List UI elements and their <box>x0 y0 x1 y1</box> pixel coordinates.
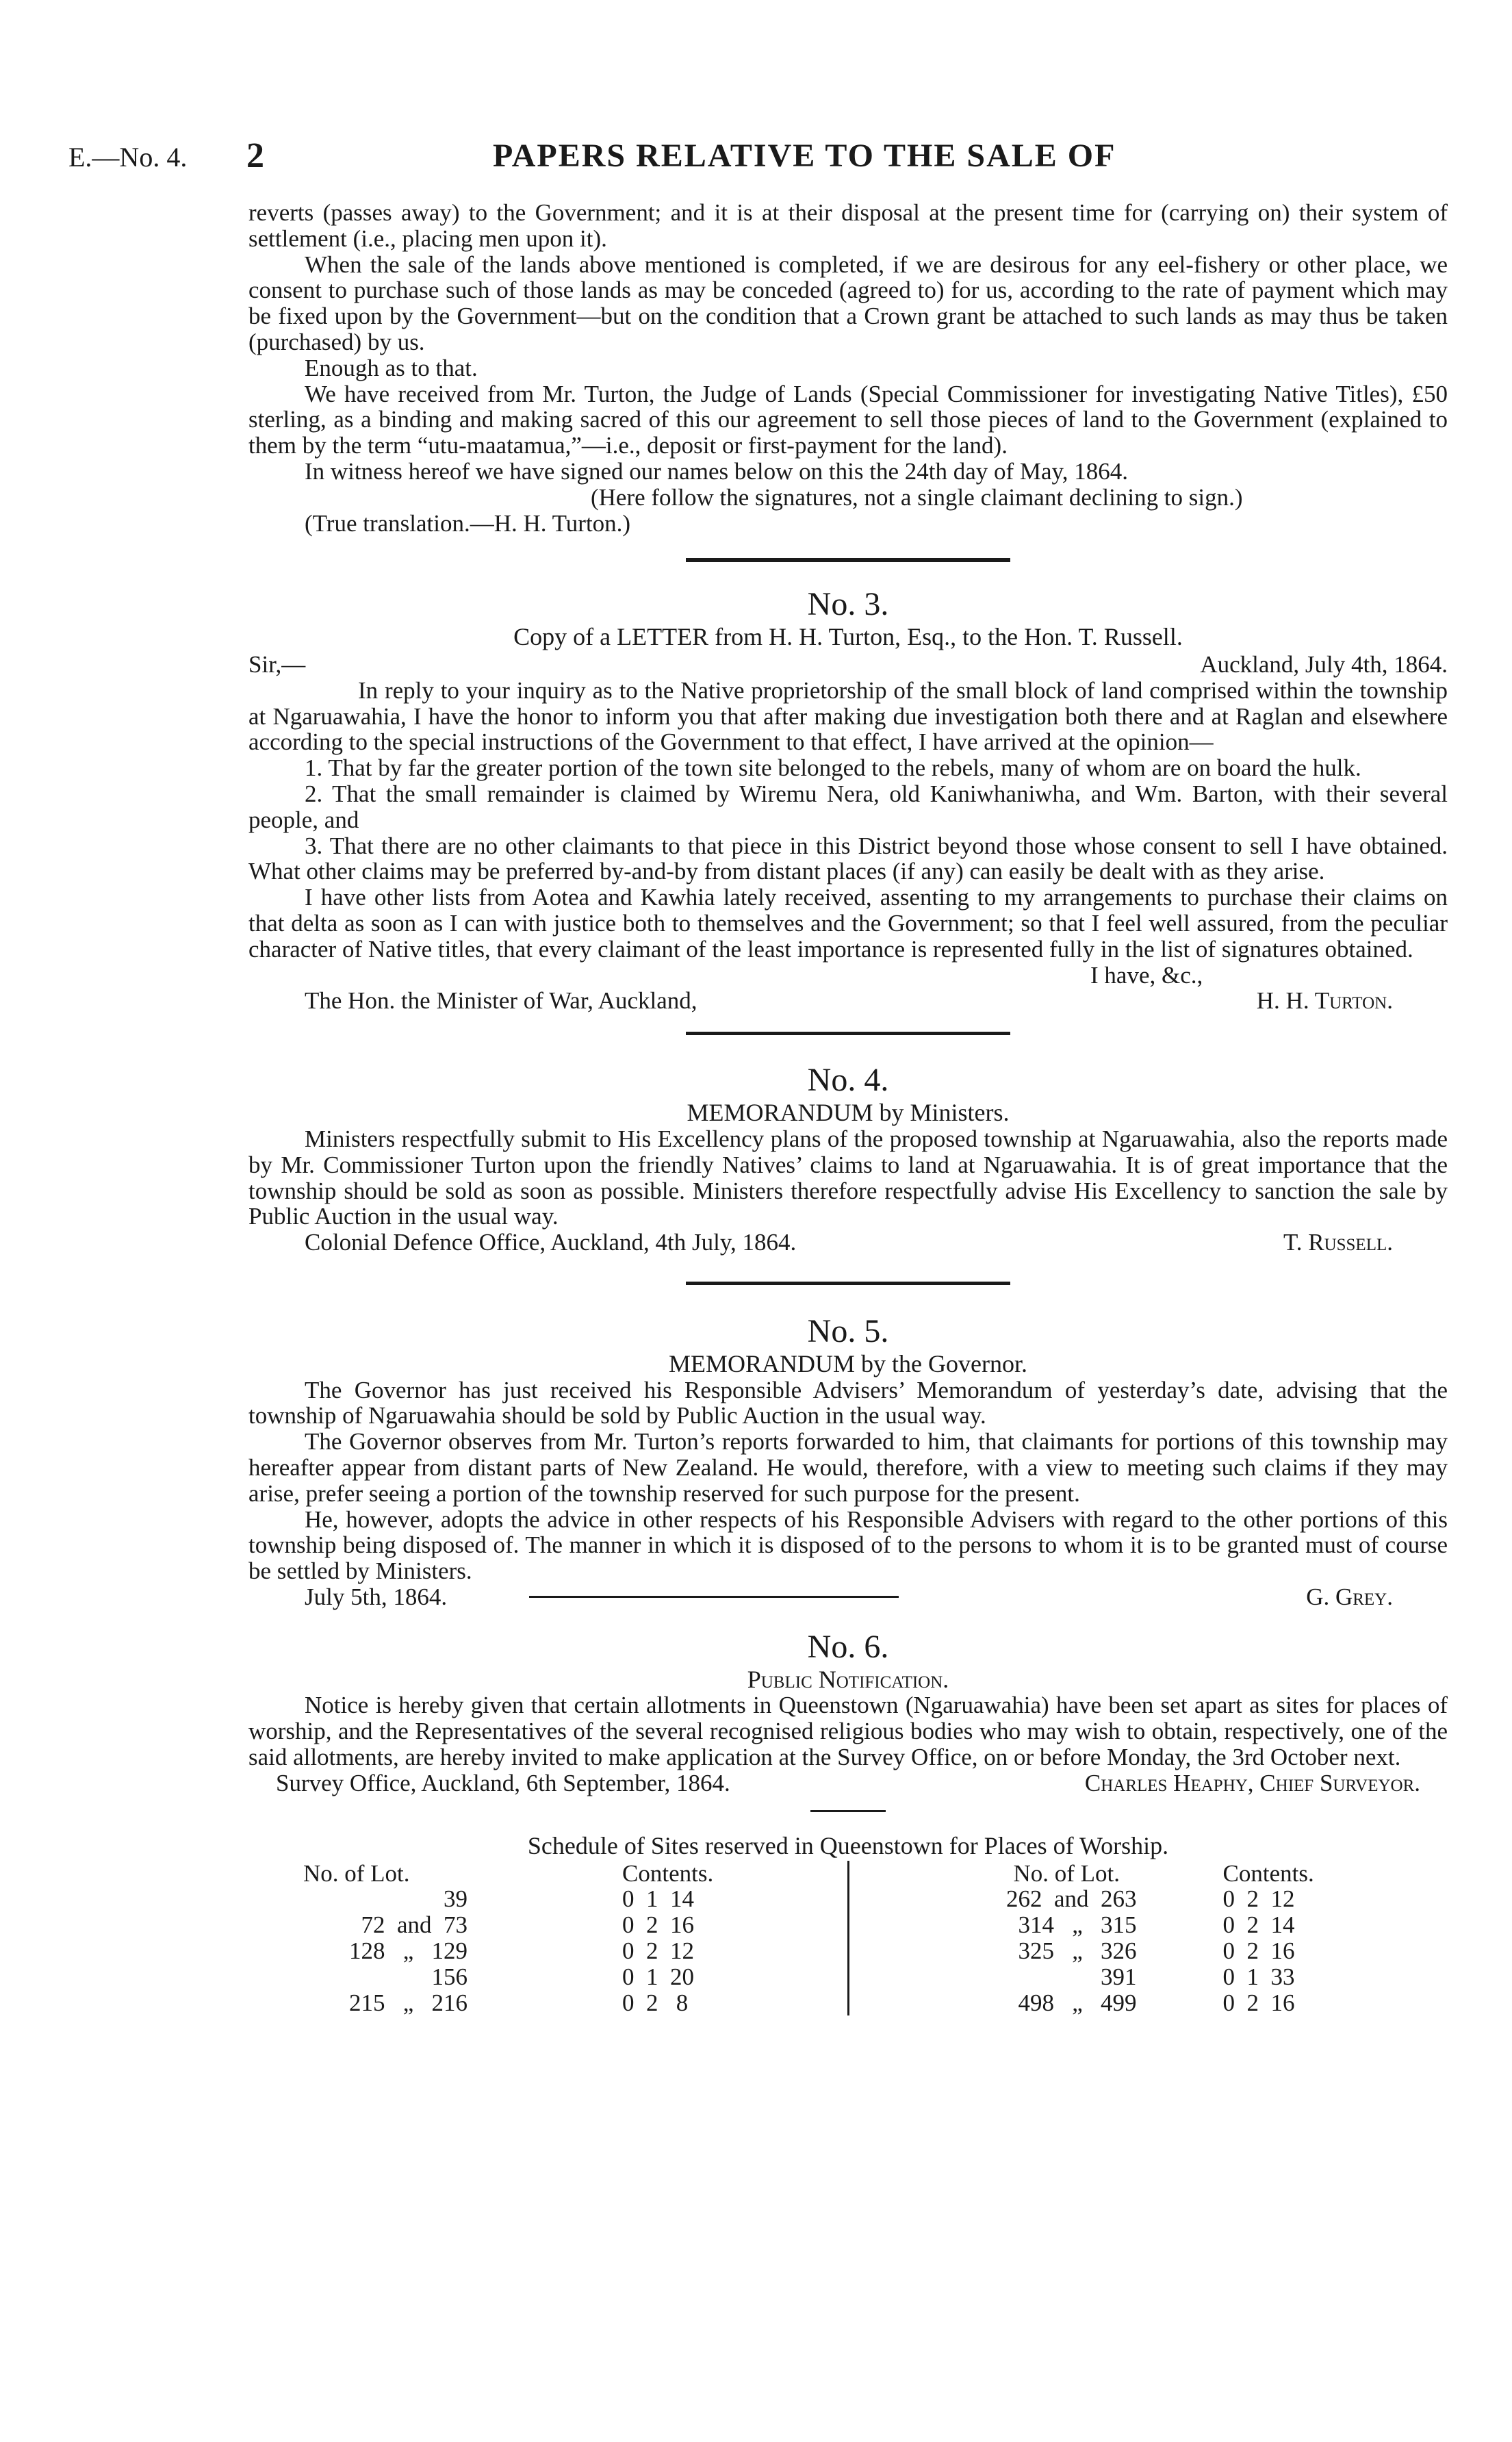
signatures-note: (Here follow the signatures, not a single claimant declining to sign.) <box>591 483 1243 511</box>
section-divider <box>529 1596 899 1598</box>
paragraph: The Governor has just received his Responsible Advisers’ Memorandum of yesterday’s date, advising that the township of Ngaruawahia should be sold by Public Auction in the usual way. <box>248 1376 1448 1429</box>
lot-number: 72 and 73 <box>361 1911 467 1939</box>
document-no-6 <box>248 1629 1448 1796</box>
lot-contents: 0 2 8 <box>622 1989 689 2016</box>
table-row <box>248 1990 847 2016</box>
section-subtitle: MEMORANDUM by Ministers. <box>687 1099 1010 1127</box>
place-date: Survey Office, Auckland, 6th September, 1864. <box>276 1769 730 1796</box>
document-no-3 <box>248 587 1448 1014</box>
section-subtitle: Copy of a LETTER from H. H. Turton, Esq., to the Hon. T. Russell. <box>513 623 1183 651</box>
page-body <box>248 200 1448 2015</box>
signature-line <box>248 1584 1448 1610</box>
paragraph: I have other lists from Aotea and Kawhia lately received, assenting to my arrangements to purchase their claims on that delta as soon as I can with justice both to themselves and the Government; so that I feel well assured, from the peculiar character of Native titles, that every claimant of the least importance is represented fully in the list of signatures obtained. <box>248 884 1448 963</box>
table-row <box>248 1938 847 1964</box>
lot-column-header: No. of Lot. <box>1013 1859 1120 1887</box>
letter-date: Auckland, July 4th, 1864. <box>1200 651 1448 678</box>
lot-number: 325 „ 326 <box>1018 1937 1137 1964</box>
closing: I have, &c., <box>1090 961 1203 989</box>
lot-contents: 0 2 12 <box>1222 1885 1295 1913</box>
section-subtitle: Public Notification. <box>747 1665 949 1693</box>
contents-column-header: Contents. <box>622 1859 714 1887</box>
memo-date: July 5th, 1864. <box>305 1583 448 1610</box>
lot-number: 314 „ 315 <box>1018 1911 1137 1939</box>
signature-line <box>248 1770 1448 1796</box>
lot-number: 391 <box>1101 1963 1137 1990</box>
lot-contents: 0 1 14 <box>622 1885 694 1913</box>
place-date: Colonial Defence Office, Auckland, 4th July, 1864. <box>305 1229 797 1256</box>
paragraph: Ministers respectfully submit to His Excellency plans of the proposed township at Ngaruawahia, also the reports made by Mr. Commissioner Turton upon the friendly Natives’ claims to land at Ngaruawahia. It is of great importance that the township should be sold as soon as possible. Ministers therefore respectfully advise His Excellency to sanction the sale by Public Auction in the usual way. <box>248 1125 1448 1230</box>
paragraph: He, however, adopts the advice in other respects of his Responsible Advisers with regard to the other portions of this township being disposed of. The manner in which it is disposed of to the persons to whom it is to be granted must of course be settled by Ministers. <box>248 1505 1448 1585</box>
document-no-4 <box>248 1063 1448 1256</box>
signature-line <box>248 988 1448 1014</box>
section-heading: No. 3. <box>807 586 889 623</box>
lot-number: 262 and 263 <box>1005 1885 1137 1913</box>
paragraph: When the sale of the lands above mentioned is completed, if we are desirous for any eel-fishery or other place, we consent to purchase such of those lands as may be conceded (agreed to) for us, according to the rate of payment which may be fixed upon by the Government—but on the condition that a Crown grant be attached to such lands as may thus be taken (purchased) by us. <box>248 251 1448 355</box>
table-row <box>248 1886 847 1912</box>
section-divider <box>686 1032 1010 1035</box>
schedule-header-row <box>248 1861 847 1887</box>
lot-contents: 0 2 16 <box>1222 1989 1295 2016</box>
document-reference: E.—No. 4. <box>68 142 188 173</box>
signature: G. Grey. <box>1306 1583 1393 1610</box>
paragraph: reverts (passes away) to the Government; and it is at their disposal at the present time for (carrying on) their system of settlement (i.e., placing men upon it). <box>248 199 1448 252</box>
lot-contents: 0 2 14 <box>1222 1911 1295 1939</box>
signature: Charles Heaphy, Chief Surveyor. <box>1084 1769 1420 1796</box>
table-row <box>849 1886 1448 1912</box>
table-row <box>849 1964 1448 1990</box>
section-divider <box>810 1810 886 1812</box>
running-title: PAPERS RELATIVE TO THE SALE OF <box>493 138 1116 174</box>
schedule-title: Schedule of Sites reserved in Queenstown for Places of Worship. <box>527 1831 1169 1859</box>
salutation: Sir,— <box>248 651 306 678</box>
contents-column-header: Contents. <box>1222 1859 1314 1887</box>
table-row <box>849 1938 1448 1964</box>
paragraph: Notice is hereby given that certain allotments in Queenstown (Ngaruawahia) have been set apart as sites for places of worship, and the Representatives of the several recognised religious bodies who may wish to obtain, respectively, one of the said allotments, are hereby invited to make application at the Survey Office, on or before Monday, the 3rd October next. <box>248 1692 1448 1771</box>
lot-number: 156 <box>431 1963 467 1990</box>
schedule-left-column <box>248 1861 849 2016</box>
table-row <box>849 1912 1448 1938</box>
lot-number: 128 „ 129 <box>348 1937 467 1964</box>
page-header <box>0 136 1512 183</box>
lot-contents: 0 1 20 <box>622 1963 694 1990</box>
lot-contents: 0 2 16 <box>1222 1937 1295 1964</box>
page-number: 2 <box>246 136 264 175</box>
section-heading: No. 5. <box>807 1312 889 1349</box>
table-row <box>248 1912 847 1938</box>
paragraph: The Governor observes from Mr. Turton’s reports forwarded to him, that claimants for portions of this township may hereafter appear from distant parts of New Zealand. He would, therefore, with a view to meeting such claims if they may arise, prefer seeing a portion of the township reserved for such purpose for the present. <box>248 1428 1448 1507</box>
list-item: 2. That the small remainder is claimed by Wiremu Nera, old Kaniwhaniwha, and Wm. Barton, with their several people, and <box>248 780 1448 833</box>
document-2-continuation <box>248 200 1448 536</box>
lot-number: 39 <box>444 1885 467 1913</box>
section-divider <box>686 558 1010 562</box>
addressee: The Hon. the Minister of War, Auckland, <box>305 987 697 1015</box>
paragraph: Enough as to that. <box>305 354 478 381</box>
worship-sites-schedule <box>248 1833 1448 2016</box>
paragraph: We have received from Mr. Turton, the Judge of Lands (Special Commissioner for investigating Native Titles), £50 sterling, as a binding and making sacred of this our agreement to sell those pieces of land to the Government (explained to them by the term “utu-maatamua,”—i.e., deposit or first-payment for the land). <box>248 380 1448 459</box>
lot-number: 498 „ 499 <box>1018 1989 1137 2016</box>
schedule-right-column <box>849 1861 1448 2016</box>
table-row <box>849 1990 1448 2016</box>
lot-contents: 0 2 16 <box>622 1911 694 1939</box>
lot-contents: 0 1 33 <box>1222 1963 1295 1990</box>
signature: T. Russell. <box>1283 1229 1393 1256</box>
lot-number: 215 „ 216 <box>348 1989 467 2016</box>
signature: H. H. Turton. <box>1256 987 1393 1015</box>
section-subtitle: MEMORANDUM by the Governor. <box>669 1349 1027 1377</box>
section-heading: No. 6. <box>807 1628 889 1665</box>
lot-column-header: No. of Lot. <box>303 1859 410 1887</box>
translation-note: (True translation.—H. H. Turton.) <box>305 509 631 537</box>
schedule-header-row <box>849 1861 1448 1887</box>
table-row <box>248 1964 847 1990</box>
lot-contents: 0 2 12 <box>622 1937 694 1964</box>
paragraph: In reply to your inquiry as to the Native proprietorship of the small block of land comprised within the township at Ngaruawahia, I have the honor to inform you that after making due investigation both there and at Raglan and elsewhere according to the special instructions of the Government to that effect, I have arrived at the opinion— <box>248 676 1448 756</box>
paragraph: In witness hereof we have signed our names below on this the 24th day of May, 1864. <box>305 457 1129 485</box>
salutation-line <box>248 652 1448 678</box>
list-item: 1. That by far the greater portion of the town site belonged to the rebels, many of whom are on board the hulk. <box>305 754 1361 782</box>
schedule-table <box>248 1861 1448 2016</box>
section-heading: No. 4. <box>807 1062 889 1099</box>
list-item: 3. That there are no other claimants to that piece in this District beyond those whose consent to sell I have obtained. What other claims may be preferred by-and-by from distant places (if any) can easily be dealt with as they arise. <box>248 832 1448 885</box>
signature-line <box>248 1230 1448 1256</box>
section-divider <box>686 1282 1010 1285</box>
closing-line <box>248 963 1448 989</box>
document-no-5 <box>248 1314 1448 1610</box>
